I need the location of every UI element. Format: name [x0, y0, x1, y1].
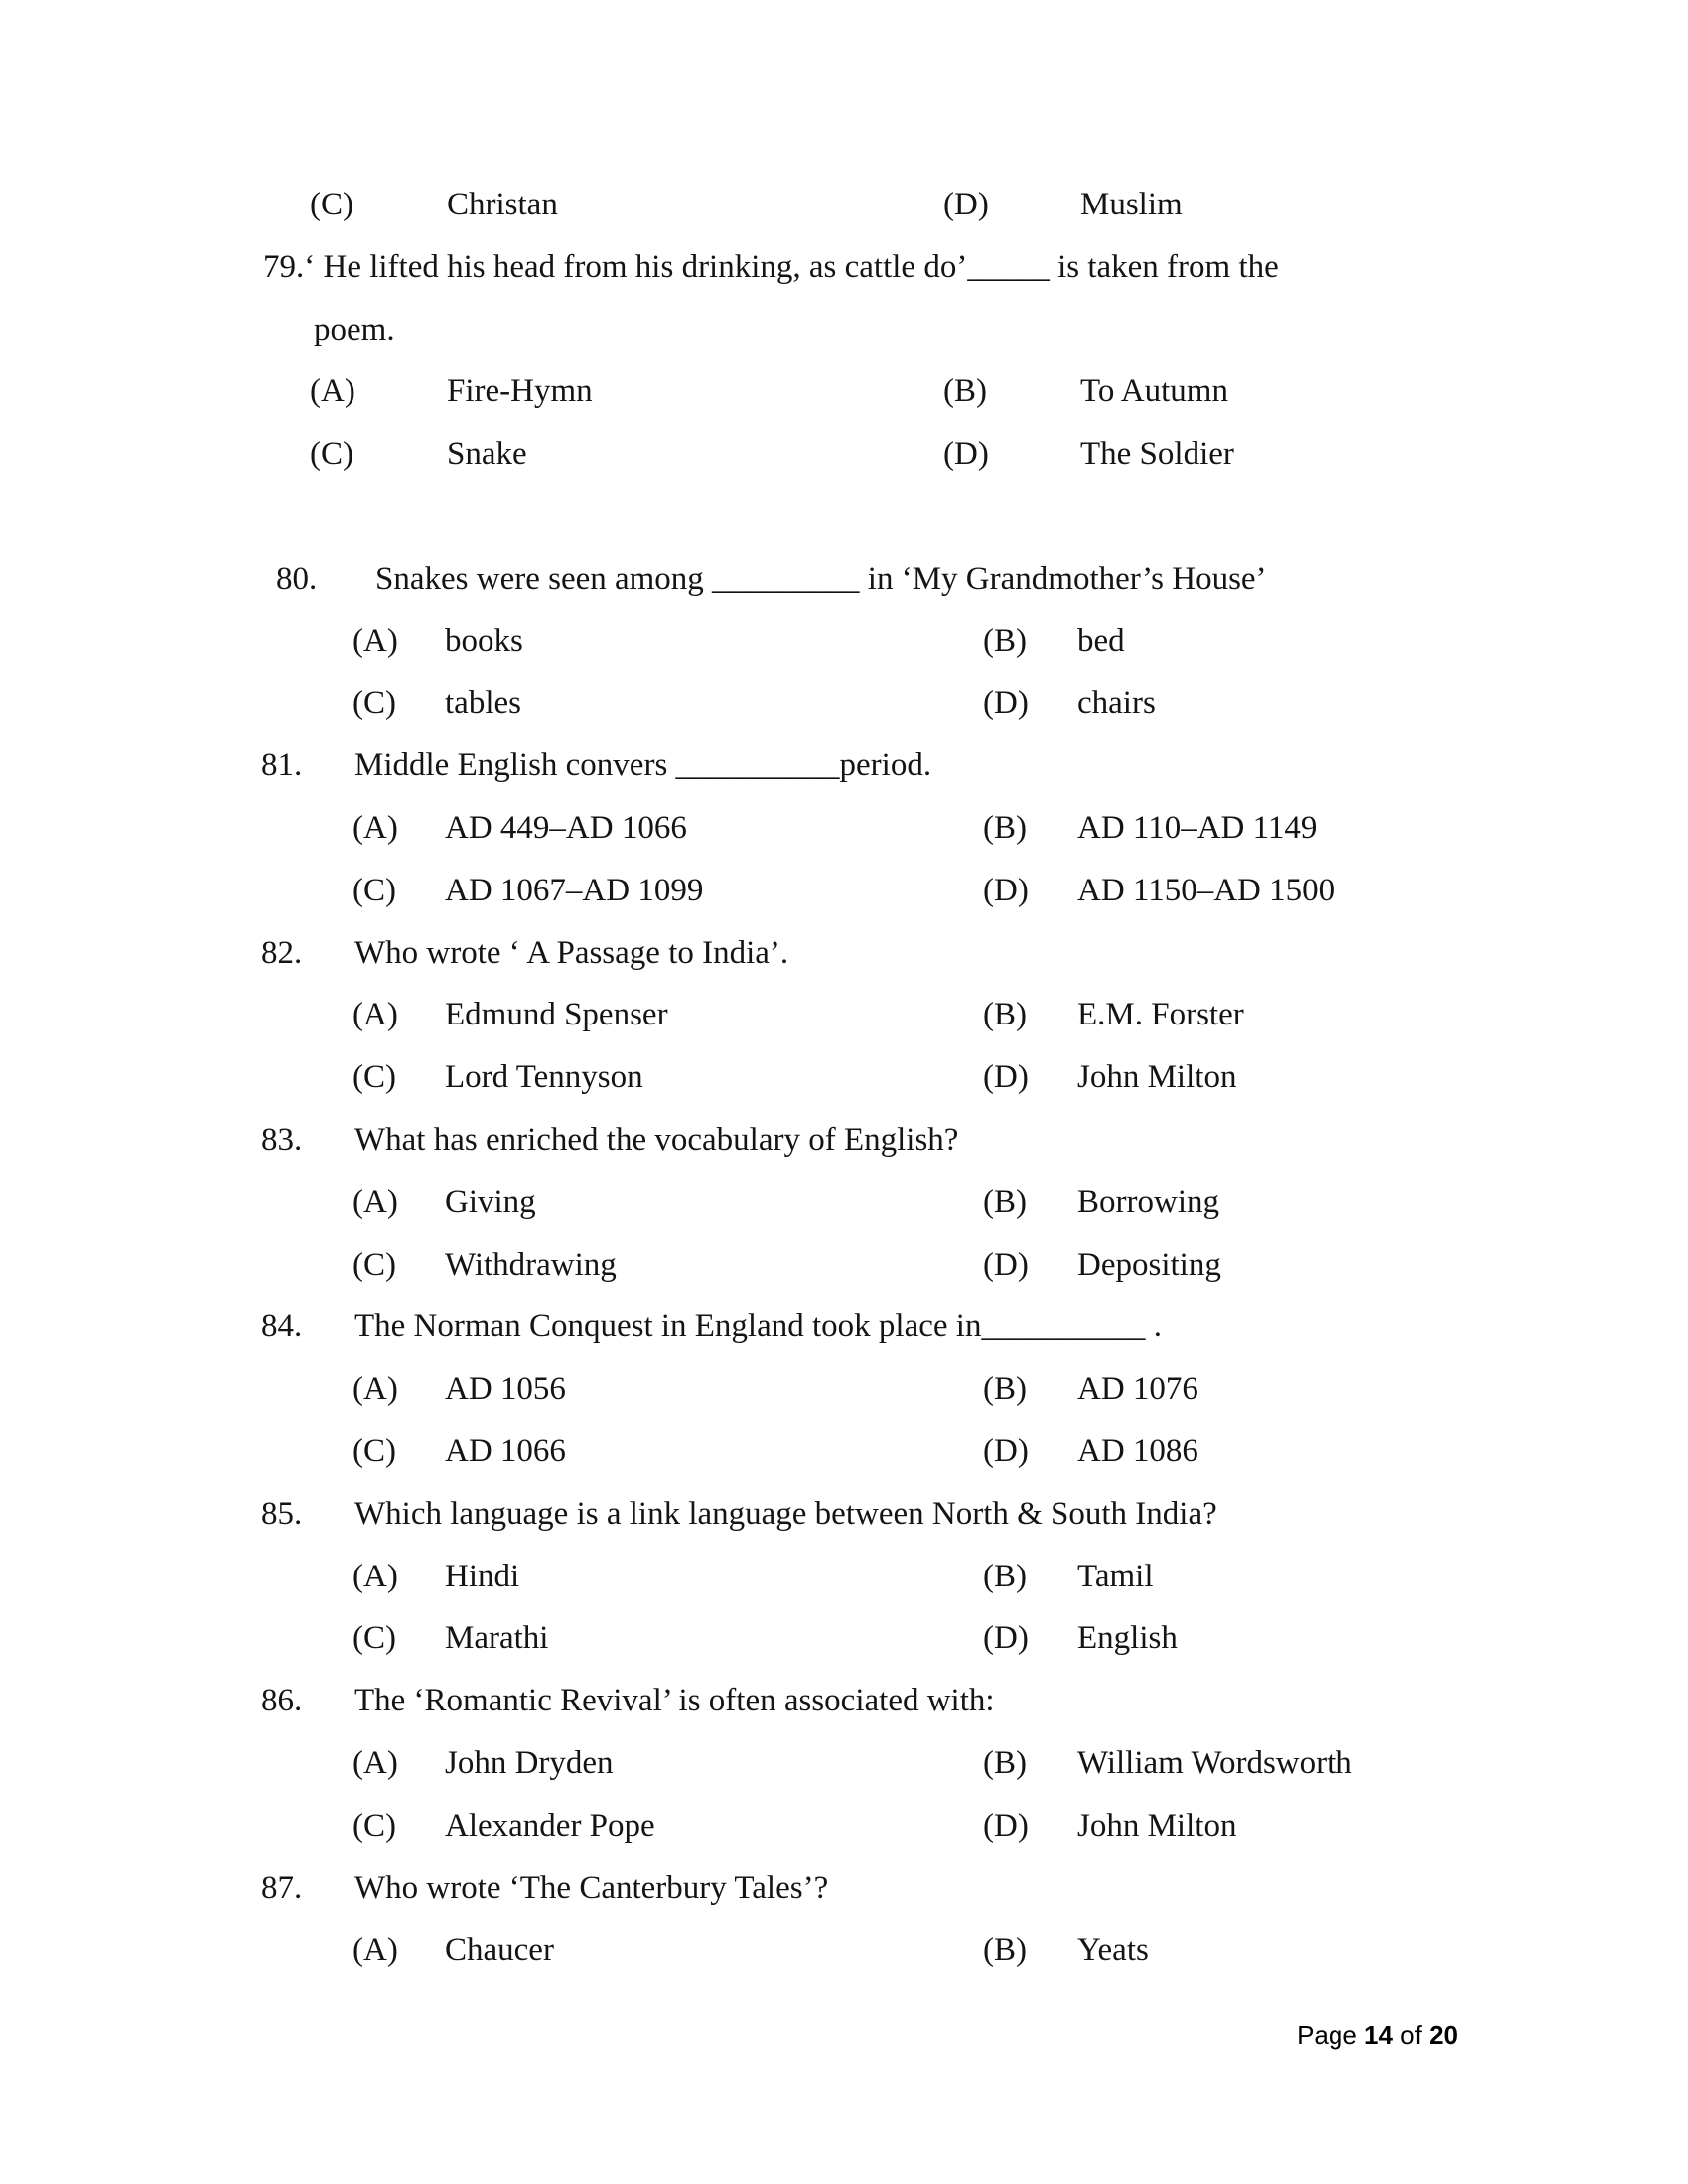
option-text: Edmund Spenser	[445, 997, 668, 1033]
question-84-options-cd-row	[0, 1421, 1688, 1483]
option-text: AD 1086	[1077, 1433, 1198, 1469]
question-text: Which language is a link language between North & South India?	[354, 1495, 1217, 1532]
option-text: Yeats	[1077, 1932, 1149, 1969]
question-79-line1	[263, 236, 1279, 299]
option-label: (B)	[983, 622, 1027, 659]
question-83-options-cd-row	[0, 1234, 1688, 1297]
question-81-options-cd-row	[0, 860, 1688, 922]
question-number: 80.	[276, 560, 318, 597]
blank-line	[0, 485, 1688, 548]
question-number: 84.	[261, 1308, 303, 1345]
question-number: 79.	[263, 248, 305, 285]
question-81-text-row	[0, 735, 1688, 797]
option-text: AD 110–AD 1149	[1077, 809, 1318, 846]
option-label: (D)	[983, 1059, 1029, 1096]
option-text: Christan	[447, 187, 558, 222]
question-82-text-row	[0, 922, 1688, 985]
option-label: (D)	[943, 436, 989, 473]
question-84-text-row	[0, 1296, 1688, 1358]
option-text: chairs	[1077, 685, 1156, 722]
option-label: (B)	[983, 1371, 1027, 1408]
question-79-text-row-1	[0, 236, 1688, 299]
question-81-options-ab-row	[0, 797, 1688, 860]
option-text: AD 1150–AD 1500	[1077, 872, 1336, 908]
page-footer	[1297, 2020, 1458, 2050]
option-label: (A)	[352, 1371, 398, 1408]
question-text: Middle English convers __________period.	[354, 748, 932, 784]
question-85-text-row	[0, 1483, 1688, 1546]
option-label: (D)	[983, 1807, 1029, 1843]
question-text: Snakes were seen among _________ in ‘My Grandmother’s House’	[375, 560, 1267, 597]
option-label: (D)	[983, 1433, 1029, 1469]
question-80-text-row	[0, 548, 1688, 611]
option-text: English	[1077, 1620, 1178, 1657]
question-85-options-ab-row	[0, 1546, 1688, 1608]
option-text: E.M. Forster	[1077, 997, 1244, 1033]
option-label: (A)	[352, 1558, 398, 1594]
question-number: 85.	[261, 1495, 303, 1532]
question-number: 86.	[261, 1683, 303, 1719]
question-83-options-ab-row	[0, 1171, 1688, 1234]
question-83-text-row	[0, 1109, 1688, 1171]
option-text: tables	[445, 685, 521, 722]
question-80-options-ab-row	[0, 611, 1688, 673]
question-79-options-ab-row	[0, 360, 1688, 423]
page-content	[0, 174, 1688, 1981]
option-label: (A)	[310, 373, 355, 410]
question-text: What has enriched the vocabulary of English?	[354, 1121, 959, 1158]
question-text: The ‘Romantic Revival’ is often associated with:	[354, 1683, 995, 1719]
page-number: 14	[1364, 2020, 1393, 2050]
option-text: Chaucer	[445, 1932, 554, 1969]
question-85-options-cd-row	[0, 1607, 1688, 1670]
question-86-options-ab-row	[0, 1732, 1688, 1795]
option-label: (C)	[352, 1807, 396, 1843]
question-number: 83.	[261, 1121, 303, 1158]
option-label: (A)	[352, 809, 398, 846]
option-text: AD 1066	[445, 1433, 566, 1469]
option-text: AD 1056	[445, 1371, 566, 1408]
option-text: Withdrawing	[445, 1246, 617, 1283]
option-label: (A)	[352, 997, 398, 1033]
question-number: 87.	[261, 1869, 303, 1906]
option-label: (A)	[352, 1932, 398, 1969]
option-label: (B)	[983, 997, 1027, 1033]
option-label: (A)	[352, 622, 398, 659]
option-text: Giving	[445, 1183, 536, 1220]
question-text: Who wrote ‘The Canterbury Tales’?	[354, 1869, 829, 1906]
option-text: AD 449–AD 1066	[445, 809, 687, 846]
question-87-options-ab-row	[0, 1919, 1688, 1981]
option-text: Depositing	[1077, 1246, 1221, 1283]
option-text: John Milton	[1077, 1807, 1237, 1843]
question-text: Who wrote ‘ A Passage to India’.	[354, 934, 789, 971]
question-87-text-row	[0, 1857, 1688, 1920]
option-label: (B)	[983, 1744, 1027, 1781]
option-text: Fire-Hymn	[447, 373, 593, 410]
option-text: bed	[1077, 622, 1125, 659]
footer-of-label: of	[1392, 2020, 1430, 2050]
option-label: (C)	[352, 1246, 396, 1283]
option-label: (C)	[310, 187, 353, 222]
option-text: books	[445, 622, 523, 659]
question-text: ‘ He lifted his head from his drinking, as cattle do’_____ is taken from the	[304, 248, 1279, 285]
question-text: The Norman Conquest in England took place in__________ .	[354, 1308, 1162, 1345]
option-label: (C)	[310, 436, 353, 473]
total-pages: 20	[1429, 2020, 1458, 2050]
option-label: (C)	[352, 685, 396, 722]
option-label: (D)	[983, 1620, 1029, 1657]
option-text: Tamil	[1077, 1558, 1154, 1594]
option-label: (B)	[983, 809, 1027, 846]
option-label: (A)	[352, 1744, 398, 1781]
option-label: (B)	[983, 1183, 1027, 1220]
option-label: (B)	[983, 1558, 1027, 1594]
option-text: John Dryden	[445, 1744, 614, 1781]
question-82-options-ab-row	[0, 984, 1688, 1046]
question-80-options-cd-row	[0, 672, 1688, 735]
option-label: (C)	[352, 872, 396, 908]
question-number: 81.	[261, 748, 303, 784]
question-number: 82.	[261, 934, 303, 971]
footer-page-label: Page	[1297, 2020, 1365, 2050]
option-text: Alexander Pope	[445, 1807, 655, 1843]
question-79-text-row-2	[0, 299, 1688, 361]
option-text: Snake	[447, 436, 527, 473]
option-label: (A)	[352, 1183, 398, 1220]
question-78-options-cd-row	[0, 174, 1688, 236]
question-86-text-row	[0, 1670, 1688, 1732]
option-label: (B)	[983, 1932, 1027, 1969]
question-79-options-cd-row	[0, 423, 1688, 485]
question-text: poem.	[314, 311, 395, 347]
option-text: To Autumn	[1080, 373, 1228, 410]
question-82-options-cd-row	[0, 1046, 1688, 1109]
option-label: (C)	[352, 1059, 396, 1096]
option-text: John Milton	[1077, 1059, 1237, 1096]
option-label: (D)	[983, 872, 1029, 908]
option-label: (C)	[352, 1433, 396, 1469]
option-text: AD 1076	[1077, 1371, 1198, 1408]
option-label: (D)	[943, 187, 989, 222]
option-text: Hindi	[445, 1558, 520, 1594]
question-84-options-ab-row	[0, 1358, 1688, 1421]
option-text: Muslim	[1080, 187, 1183, 222]
question-86-options-cd-row	[0, 1795, 1688, 1857]
option-label: (B)	[943, 373, 987, 410]
option-text: AD 1067–AD 1099	[445, 872, 704, 908]
option-text: The Soldier	[1080, 436, 1234, 473]
option-text: Marathi	[445, 1620, 549, 1657]
option-text: Lord Tennyson	[445, 1059, 643, 1096]
option-label: (D)	[983, 685, 1029, 722]
option-text: William Wordsworth	[1077, 1744, 1352, 1781]
option-label: (D)	[983, 1246, 1029, 1283]
option-label: (C)	[352, 1620, 396, 1657]
option-text: Borrowing	[1077, 1183, 1219, 1220]
